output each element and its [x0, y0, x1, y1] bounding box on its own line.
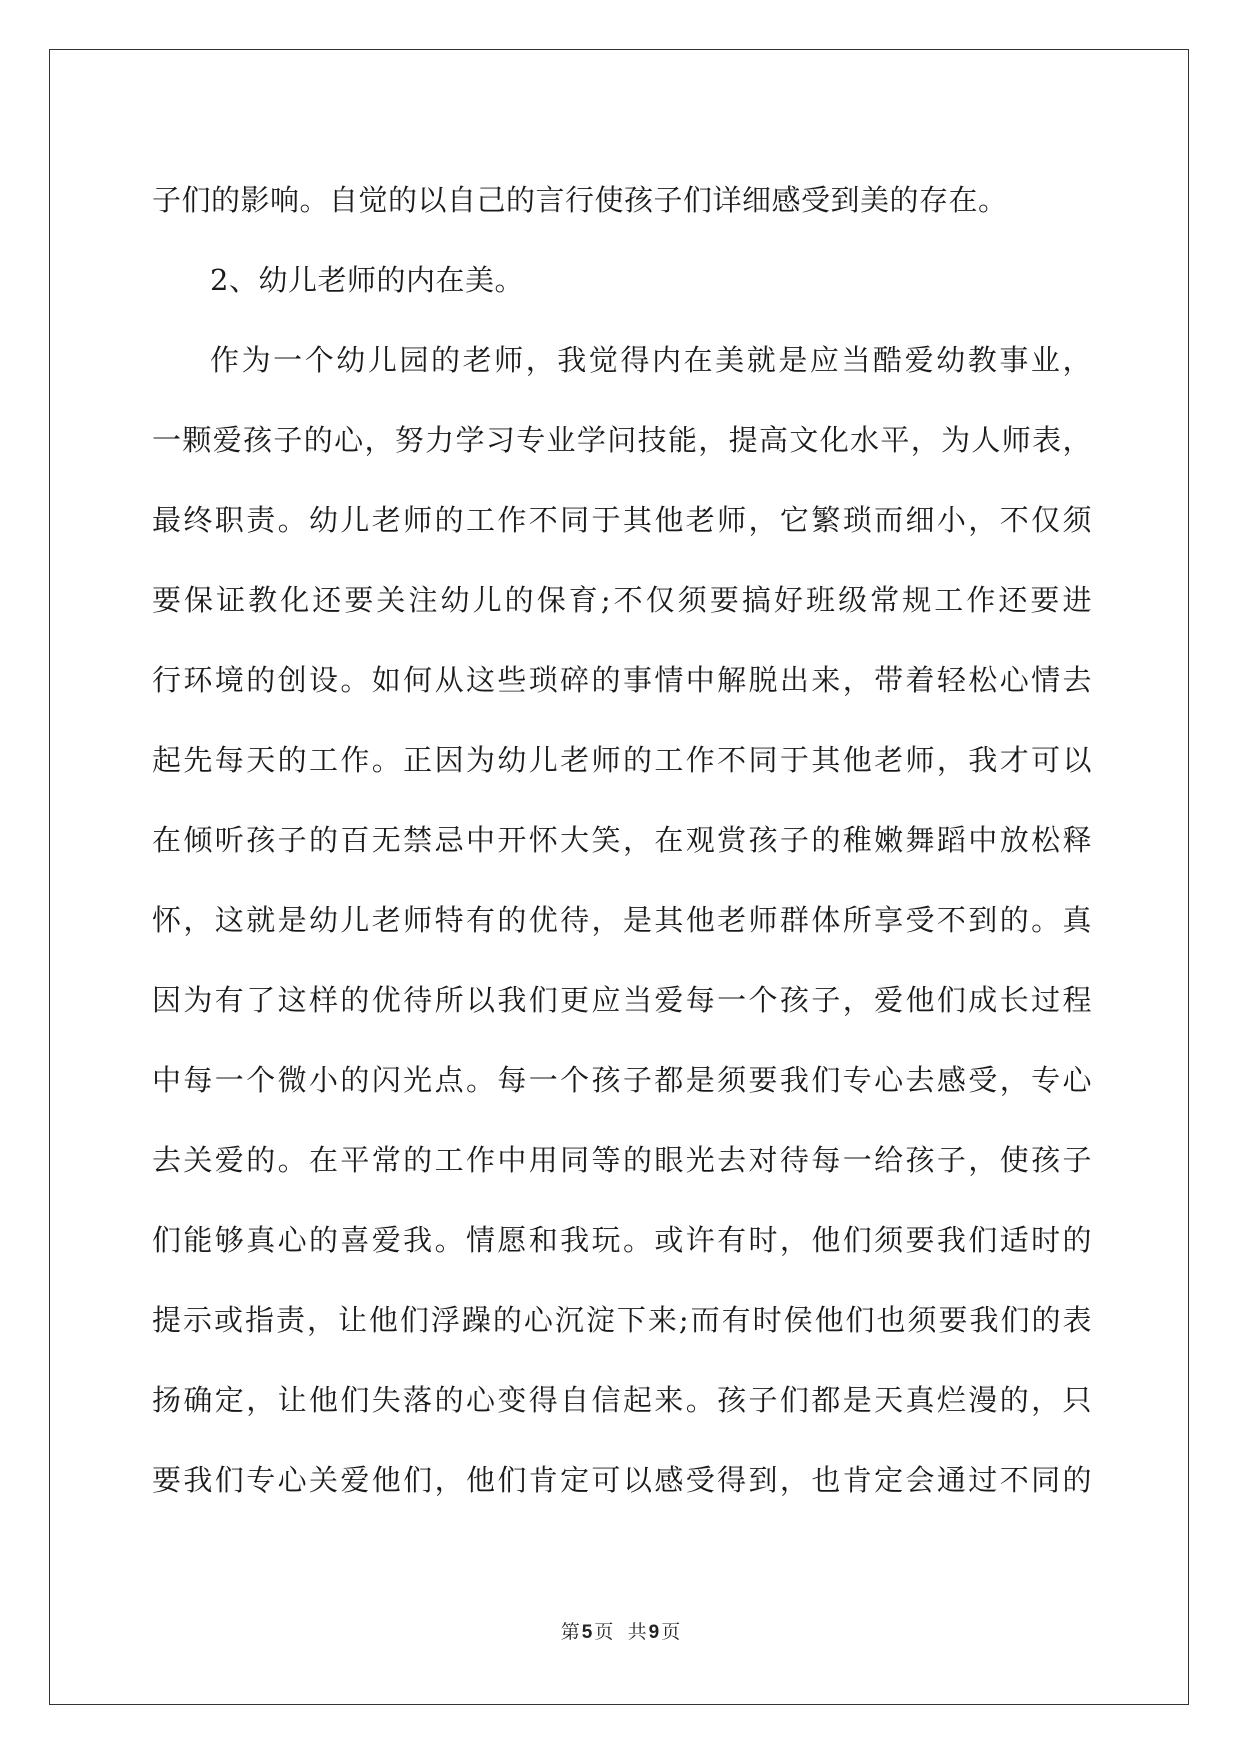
text-line: 子们的影响。自觉的以自己的言行使孩子们详细感受到美的存在。	[152, 183, 1008, 217]
total-pages-number: 9	[648, 1622, 660, 1643]
footer-prefix: 第	[560, 1622, 580, 1643]
text-line: 中每一个微小的闪光点。每一个孩子都是须要我们专心去感受，专心	[152, 1063, 1092, 1097]
text-line: 去关爱的。在平常的工作中用同等的眼光去对待每一给孩子，使孩子	[152, 1143, 1092, 1177]
text-line: 提示或指责，让他们浮躁的心沉淀下来;而有时侯他们也须要我们的表	[152, 1303, 1092, 1337]
text-line: 因为有了这样的优待所以我们更应当爱每一个孩子，爱他们成长过程	[152, 983, 1092, 1017]
text-line: 扬确定，让他们失落的心变得自信起来。孩子们都是天真烂漫的，只	[152, 1383, 1092, 1417]
text-line: 最终职责。幼儿老师的工作不同于其他老师，它繁琐而细小，不仅须	[152, 503, 1092, 537]
current-page-number: 5	[581, 1622, 593, 1643]
text-line: 作为一个幼儿园的老师，我觉得内在美就是应当酷爱幼教事业，	[210, 343, 1092, 377]
text-line: 要保证教化还要关注幼儿的保育;不仅须要搞好班级常规工作还要进	[152, 583, 1092, 617]
text-line: 行环境的创设。如何从这些琐碎的事情中解脱出来，带着轻松心情去	[152, 663, 1092, 697]
text-line: 怀，这就是幼儿老师特有的优待，是其他老师群体所享受不到的。真	[152, 903, 1092, 937]
text-line: 们能够真心的喜爱我。情愿和我玩。或许有时，他们须要我们适时的	[152, 1223, 1092, 1257]
text-line: 一颗爱孩子的心，努力学习专业学问技能，提高文化水平，为人师表，	[152, 423, 1092, 457]
footer-total-prefix: 共	[627, 1622, 647, 1643]
text-line: 2、幼儿老师的内在美。	[210, 263, 524, 297]
text-line: 要我们专心关爱他们，他们肯定可以感受得到，也肯定会通过不同的	[152, 1463, 1092, 1497]
footer-page-word: 页	[594, 1622, 614, 1643]
text-line: 在倾听孩子的百无禁忌中开怀大笑，在观赏孩子的稚嫩舞蹈中放松释	[152, 823, 1092, 857]
page-footer	[0, 1617, 1241, 1644]
footer-total-suffix: 页	[661, 1622, 681, 1643]
document-body	[152, 160, 1092, 1520]
text-line: 起先每天的工作。正因为幼儿老师的工作不同于其他老师，我才可以	[152, 743, 1092, 777]
